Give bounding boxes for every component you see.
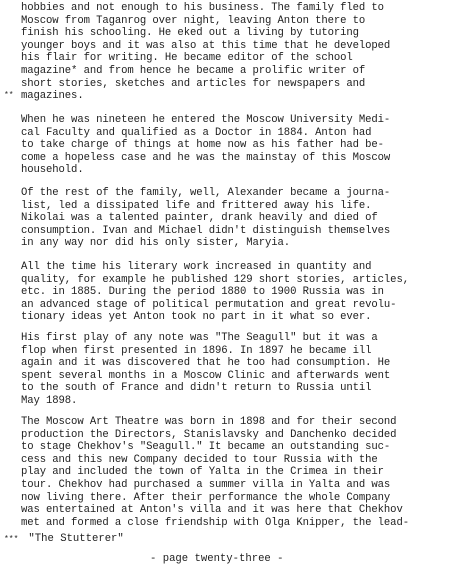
paragraph-6: [21, 416, 461, 529]
text-line: All the time his literary work increased in quantity and: [21, 261, 372, 273]
text-line: to stage Chekhov's "Seagull." It became an outstanding suc-: [21, 441, 391, 454]
text-line: again and it was discovered that he too had consumption. He: [21, 357, 391, 370]
text-line: cal Faculty and qualified as a Doctor in 1884. Anton had: [21, 126, 372, 139]
text-line: now living there. After their performance the whole Company: [21, 491, 391, 504]
text-line: production the Directors, Stanislavsky and Danchenko decided: [21, 428, 397, 441]
text-line: Moscow from Taganrog over night, leaving Anton there to: [21, 14, 366, 27]
text-line: tionary ideas yet Anton took no part in it what so ever.: [21, 311, 372, 324]
text-line: quality, for example he published 129 short stories, articles,: [21, 273, 409, 286]
text-line: consumption. Ivan and Michael didn't distinguish themselves: [21, 224, 391, 237]
footnote-marker: ***: [4, 535, 19, 544]
text-line: spent several months in a Moscow Clinic and afterwards went: [21, 369, 391, 382]
text-line: an advanced stage of political permutation and great revolu-: [21, 298, 397, 311]
text-line: When he was nineteen he entered the Moscow University Medi-: [21, 114, 391, 126]
footnote-text: "The Stutterer": [28, 533, 124, 545]
paragraph-1: [21, 2, 461, 103]
paragraph-4: [21, 261, 461, 324]
footnote: [4, 533, 124, 547]
paragraph-5: [21, 332, 461, 408]
text-line: younger boys and it was also at this time that he developed: [21, 39, 391, 52]
text-line: met and formed a close friendship with Olga Knipper, the lead-: [21, 516, 409, 529]
text-line: short stories, sketches and articles for newspapers and: [21, 77, 366, 90]
text-line: flop when first presented in 1896. In 1897 he became ill: [21, 344, 372, 357]
text-line: cess and this new Company decided to tour Russia with the: [21, 453, 378, 466]
text-line: to take charge of things at home now as his father had be-: [21, 139, 384, 152]
text-line: magazine* and from hence he became a prolific writer of: [21, 64, 366, 77]
text-line: household.: [21, 164, 84, 177]
text-line: list, led a dissipated life and frittered away his life.: [21, 199, 372, 212]
text-line: hobbies and not enough to his business. The family fled to: [21, 2, 384, 14]
text-line: his flair for writing. He became editor of the school: [21, 52, 353, 65]
text-line: finish his schooling. He eked out a living by tutoring: [21, 27, 359, 40]
text-line: in any way nor did his only sister, Maryia.: [21, 237, 291, 250]
paragraph-3: [21, 187, 461, 250]
text-line: May 1898.: [21, 394, 78, 407]
text-line: play and included the town of Yalta in the Crimea in their: [21, 466, 384, 479]
text-line: etc. in 1885. During the period 1880 to 1900 Russia was in: [21, 286, 384, 299]
text-line: magazines.: [21, 90, 84, 103]
page-number: - page twenty-three -: [150, 553, 284, 565]
text-line: Of the rest of the family, well, Alexander became a journa-: [21, 187, 391, 199]
text-line: The Moscow Art Theatre was born in 1898 and for their second: [21, 416, 397, 428]
text-line: was entertained at Anton's villa and it was here that Chekhov: [21, 504, 403, 517]
text-line: to the south of France and didn't return to Russia until: [21, 382, 372, 395]
text-line: come a hopeless case and he was the mainstay of this Moscow: [21, 151, 391, 164]
footnote-marker-margin: **: [4, 91, 14, 100]
text-line: His first play of any note was "The Seagull" but it was a: [21, 332, 378, 344]
text-line: tour. Chekhov had purchased a summer villa in Yalta and was: [21, 478, 391, 491]
paragraph-2: [21, 114, 461, 177]
text-line: Nikolai was a talented painter, drank heavily and died of: [21, 212, 378, 225]
